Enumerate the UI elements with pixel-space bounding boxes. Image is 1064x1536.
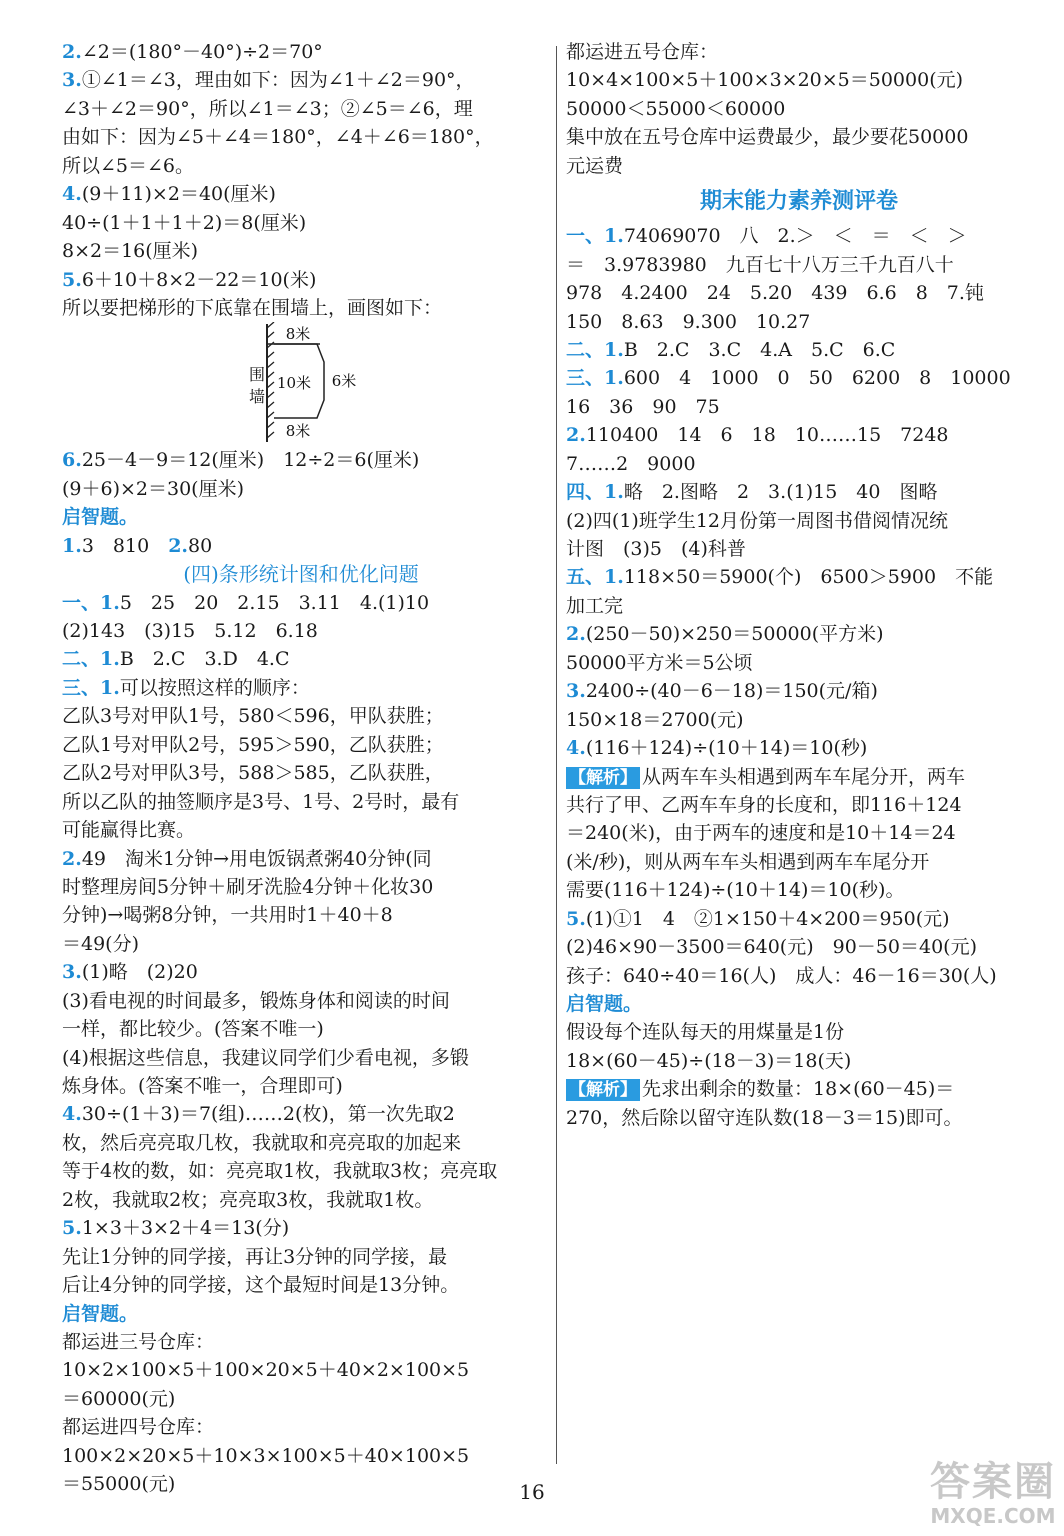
trapezoid-diagram (62, 322, 540, 446)
answer-text: 先求出剩余的数量：18×(60－45)＝ (642, 1078, 955, 1101)
answer-line (566, 791, 1032, 819)
answer-line (566, 279, 1032, 307)
answer-line (566, 123, 1032, 151)
answer-text: (2)四(1)班学生12月份第一周图书借阅情况统 (566, 509, 949, 532)
answer-line (566, 848, 1032, 876)
right-answers-part2 (566, 222, 1032, 762)
item-number: 4. (62, 1103, 82, 1126)
answer-line (566, 1018, 1032, 1046)
answer-line (566, 393, 1032, 421)
answer-text: 150×18＝2700(元) (566, 708, 744, 731)
answer-line (62, 674, 540, 702)
answer-text: 50000＜55000＜60000 (566, 97, 786, 120)
qizhi-answers-1: 1.3 810 2.80 (62, 534, 213, 557)
answer-text: 150 8.63 9.300 10.27 (566, 310, 811, 333)
wall-label-1: 围 (248, 365, 266, 385)
answer-line (62, 1015, 540, 1043)
answer-line (566, 95, 1032, 123)
answer-text: 都运进四号仓库： (62, 1416, 215, 1439)
answer-text: (116＋124)÷(10＋14)＝10(秒) (585, 737, 868, 760)
answer-line (62, 1356, 540, 1384)
answer-line (62, 475, 540, 503)
answer-line (566, 734, 1032, 762)
answer-text: 所以乙队的抽签顺序是3号、1号、2号时，最有 (62, 790, 460, 813)
page-number: 16 (519, 1480, 545, 1504)
answer-text: ＝ 3.9783980 九百七十八万三千九百八十 (566, 253, 954, 276)
item-number: 4. (566, 737, 586, 760)
right-answers-part1 (566, 38, 1032, 180)
answer-text: B 2.C 3.D 4.C (119, 648, 290, 671)
answer-text: 需要(116＋124)÷(10＋14)＝10(秒)。 (566, 879, 905, 902)
answer-text: 50000平方米＝5公顷 (566, 651, 753, 674)
answer-text: 先让1分钟的同学接，再让3分钟的同学接，最 (62, 1245, 448, 1268)
answer-line (566, 962, 1032, 990)
answer-text: 假设每个连队每天的用煤量是1份 (566, 1021, 845, 1044)
analysis-1 (566, 763, 1032, 905)
right-answers-part4 (566, 1018, 1032, 1075)
answer-line (566, 819, 1032, 847)
answer-line (62, 1044, 540, 1072)
answer-text: 都运进五号仓库： (566, 41, 719, 63)
answer-text: 1×3＋3×2＋4＝13(分) (81, 1217, 290, 1240)
answer-text: ＝60000(元) (62, 1387, 176, 1410)
answer-line (566, 1104, 1032, 1132)
item-number: 2. (566, 623, 586, 646)
answer-text: 600 4 1000 0 50 6200 8 10000 (623, 367, 1011, 390)
answer-text: 由如下：因为∠5＋∠4＝180°，∠4＋∠6＝180°， (62, 126, 494, 149)
answer-line (566, 364, 1032, 392)
answer-line (62, 123, 540, 151)
trapezoid-figure (62, 322, 540, 446)
right-answers-part3 (566, 905, 1032, 990)
answer-line (62, 180, 540, 208)
answer-text: 100×2×20×5＋10×3×100×5＋40×100×5 (62, 1444, 470, 1467)
answer-text: ①∠1＝∠3，理由如下：因为∠1＋∠2＝90°， (81, 69, 475, 92)
answer-text: 乙队2号对甲队3号，588＞585，乙队获胜， (62, 762, 444, 785)
left-answers-part1 (62, 38, 540, 322)
answer-text: 5 25 20 2.15 3.11 4.(1)10 (119, 591, 430, 614)
qizhi-heading-1: 启智题。 (62, 506, 139, 529)
answer-line (566, 1075, 1032, 1103)
answer-text: 共行了甲、乙两车车身的长度和，即116＋124 (566, 793, 962, 816)
item-number: 6. (62, 449, 82, 472)
answer-line (566, 507, 1032, 535)
analysis-2 (566, 1075, 1032, 1132)
answer-line (62, 731, 540, 759)
section-title-bar-chart: (四)条形统计图和优化问题 (183, 562, 419, 587)
section-title-final-exam: 期末能力素养测评卷 (699, 188, 898, 215)
right-column (566, 38, 1032, 1132)
answer-text: 16 36 90 75 (566, 395, 720, 418)
answer-line (62, 702, 540, 730)
answer-line (62, 788, 540, 816)
left-column (62, 38, 540, 1499)
answer-line (62, 901, 540, 929)
answer-line (566, 620, 1032, 648)
item-number: 一、1. (566, 225, 624, 248)
item-number: 五、1. (566, 566, 624, 589)
answer-line (566, 649, 1032, 677)
column-divider (556, 46, 557, 1464)
wall-label-2: 墙 (248, 387, 266, 407)
answer-text: 都运进三号仓库： (62, 1330, 215, 1353)
answer-text: (1)①1 4 ②1×150＋4×200＝950(元) (585, 907, 950, 930)
answer-text: 118×50＝5900(个) 6500＞5900 不能 (623, 566, 994, 589)
answer-line (62, 294, 540, 322)
answer-line (62, 816, 540, 844)
watermark-logo: 答案圈 (930, 1459, 1056, 1505)
answer-line (62, 1328, 540, 1356)
answer-text: 乙队3号对甲队1号，580＜596，甲队获胜； (62, 705, 444, 728)
answer-line (566, 677, 1032, 705)
item-number: 二、1. (62, 648, 120, 671)
answer-text: 从两车车头相遇到两车车尾分开，两车 (642, 765, 966, 788)
item-number: 3. (566, 680, 586, 703)
answer-text: 加工完 (566, 594, 624, 617)
item-number: 3. (62, 961, 82, 984)
qizhi-heading-3: 启智题。 (566, 993, 643, 1015)
leg-label: 6米 (331, 372, 357, 391)
left-answers-part2 (62, 446, 540, 503)
answer-text: 49 淘米1分钟→用电饭锅煮粥40分钟(同 (81, 847, 432, 870)
answer-line (62, 617, 540, 645)
answer-text: (2)143 (3)15 5.12 6.18 (62, 620, 318, 642)
qizhi-heading-2: 启智题。 (62, 1302, 139, 1325)
answer-line (62, 1100, 540, 1128)
answer-text: 18×(60－45)÷(18－3)＝18(天) (566, 1049, 852, 1072)
answer-text: 10×4×100×5＋100×3×20×5＝50000(元) (566, 69, 964, 92)
left-answers-part3 (62, 589, 540, 1300)
item-number: 5. (566, 907, 586, 930)
item-number: 四、1. (566, 481, 624, 504)
answer-line (62, 987, 540, 1015)
answer-line (566, 251, 1032, 279)
height-label: 10米 (276, 374, 312, 393)
answer-text: (2)46×90－3500＝640(元) 90－50＝40(元) (566, 936, 977, 959)
answer-line (566, 905, 1032, 933)
answer-line (62, 1186, 540, 1214)
answer-text: 6＋10＋8×2－22＝10(米) (81, 268, 317, 291)
analysis-tag: 【解析】 (566, 1079, 640, 1101)
answer-text: ＝240(米)，由于两车的速度和是10＋14＝24 (566, 822, 956, 845)
answer-text: (4)根据这些信息，我建议同学们少看电视，多锻 (62, 1046, 469, 1069)
answer-text: 10×2×100×5＋100×20×5＋40×2×100×5 (62, 1359, 470, 1382)
answer-text: ∠3＋∠2＝90°，所以∠1＝∠3；②∠5＝∠6，理 (62, 97, 473, 120)
watermark-url: MXQE.COM (930, 1504, 1056, 1528)
answer-text: 一样，都比较少。(答案不唯一) (62, 1018, 324, 1041)
answer-text: (1)略 (2)20 (81, 961, 198, 984)
answer-text: 7……2 9000 (566, 452, 696, 475)
answer-line (62, 1442, 540, 1470)
answer-line (566, 478, 1032, 506)
answer-line (62, 1214, 540, 1242)
answer-line (566, 563, 1032, 591)
answer-line (566, 38, 1032, 66)
top-base-label: 8米 (285, 325, 311, 344)
answer-text: 元运费 (566, 154, 624, 177)
answer-text: 计图 (3)5 (4)科普 (566, 538, 746, 560)
answer-line (566, 876, 1032, 904)
answer-text: (9＋11)×2＝40(厘米) (81, 183, 276, 206)
answer-line (62, 446, 540, 474)
answer-line (62, 1243, 540, 1271)
answer-text: B 2.C 3.C 4.A 5.C 6.C (623, 338, 896, 361)
answer-text: ＝55000(元) (62, 1473, 176, 1496)
answer-line (566, 592, 1032, 620)
answer-line (566, 66, 1032, 94)
answer-line (62, 38, 540, 66)
answer-text: 等于4枚的数，如：亮亮取1枚，我就取3枚；亮亮取 (62, 1160, 498, 1183)
answer-line (566, 421, 1032, 449)
answer-line (62, 645, 540, 673)
answer-text: 分钟)→喝粥8分钟，一共用时1＋40＋8 (62, 904, 393, 927)
answer-text: 集中放在五号仓库中运费最少，最少要花50000 (566, 126, 969, 149)
answer-text: 时整理房间5分钟＋刷牙洗脸4分钟＋化妆30 (62, 875, 434, 898)
answer-text: 所以∠5＝∠6。 (62, 154, 195, 177)
answer-line (62, 237, 540, 265)
answer-text: (3)看电视的时间最多，锻炼身体和阅读的时间 (62, 989, 450, 1012)
answer-line (62, 1157, 540, 1185)
bottom-base-label: 8米 (285, 422, 311, 441)
answer-text: 40÷(1＋1＋1＋2)＝8(厘米) (62, 211, 307, 234)
answer-line (62, 66, 540, 94)
answer-line (62, 152, 540, 180)
answer-text: 30÷(1＋3)＝7(组)……2(枚)，第一次先取2 (81, 1103, 455, 1126)
answer-line (566, 535, 1032, 563)
answer-text: (250－50)×250＝50000(平方米) (585, 623, 884, 646)
answer-line (566, 933, 1032, 961)
answer-text: 8×2＝16(厘米) (62, 240, 199, 263)
answer-line (566, 222, 1032, 250)
answer-text: (米/秒)，则从两车车头相遇到两车车尾分开 (566, 850, 930, 873)
item-number: 2. (62, 847, 82, 870)
answer-line (566, 706, 1032, 734)
item-number: 5. (62, 268, 82, 291)
answer-line (62, 845, 540, 873)
answer-text: 略 2.图略 2 3.(1)15 40 图略 (623, 481, 938, 504)
left-answers-part4 (62, 1328, 540, 1499)
site-watermark (930, 1460, 1056, 1528)
answer-text: 2400÷(40－6－18)＝150(元/箱) (585, 680, 878, 703)
item-number: 二、1. (566, 338, 624, 361)
item-number: 三、1. (62, 676, 120, 699)
answer-text: 可能赢得比赛。 (62, 819, 196, 842)
answer-line (566, 763, 1032, 791)
answer-line (62, 95, 540, 123)
answer-line (62, 589, 540, 617)
item-number: 三、1. (566, 367, 624, 390)
answer-line (62, 873, 540, 901)
answer-text: (9＋6)×2＝30(厘米) (62, 477, 245, 500)
item-number: 3. (62, 69, 82, 92)
answer-line (62, 266, 540, 294)
answer-line (62, 1413, 540, 1441)
answer-line (62, 1271, 540, 1299)
answer-line (566, 308, 1032, 336)
answer-line (62, 930, 540, 958)
answer-text: 乙队1号对甲队2号，595＞590，乙队获胜； (62, 733, 444, 756)
answer-text: 110400 14 6 18 10……15 7248 (585, 424, 949, 447)
answer-text: 孩子：640÷40＝16(人) 成人：46－16＝30(人) (566, 964, 997, 987)
answer-line (62, 759, 540, 787)
answer-line (62, 1072, 540, 1100)
answer-text: ＝49(分) (62, 932, 140, 955)
answer-text: 所以要把梯形的下底靠在围墙上，画图如下： (62, 296, 443, 319)
item-number: 一、1. (62, 591, 120, 614)
answer-line (62, 1385, 540, 1413)
answer-line (566, 152, 1032, 180)
answer-line (566, 336, 1032, 364)
answer-line (62, 209, 540, 237)
answer-text: 74069070 八 2.＞ ＜ ＝ ＜ ＞ (623, 225, 967, 248)
answer-line (62, 1129, 540, 1157)
item-number: 5. (62, 1217, 82, 1240)
answer-text: 2枚，我就取2枚；亮亮取3枚，我就取1枚。 (62, 1188, 434, 1211)
answer-text: 炼身体。(答案不唯一，合理即可) (62, 1075, 343, 1097)
answer-text: 25－4－9＝12(厘米) 12÷2＝6(厘米) (81, 449, 420, 472)
item-number: 4. (62, 183, 82, 206)
answer-text: 978 4.2400 24 5.20 439 6.6 8 7.钝 (566, 282, 984, 305)
answer-line (566, 1047, 1032, 1075)
answer-text: 可以按照这样的顺序： (119, 676, 310, 699)
answer-line (566, 450, 1032, 478)
analysis-tag: 【解析】 (566, 767, 640, 789)
item-number: 2. (566, 424, 586, 447)
answer-text: 后让4分钟的同学接，这个最短时间是13分钟。 (62, 1274, 460, 1297)
answer-line (62, 958, 540, 986)
answer-text: 枚，然后亮亮取几枚，我就取和亮亮取的加起来 (62, 1131, 462, 1154)
answer-text: ∠2＝(180°－40°)÷2＝70° (81, 41, 323, 63)
item-number: 2. (62, 41, 82, 63)
answer-text: 270，然后除以留守连队数(18－3＝15)即可。 (566, 1106, 963, 1129)
